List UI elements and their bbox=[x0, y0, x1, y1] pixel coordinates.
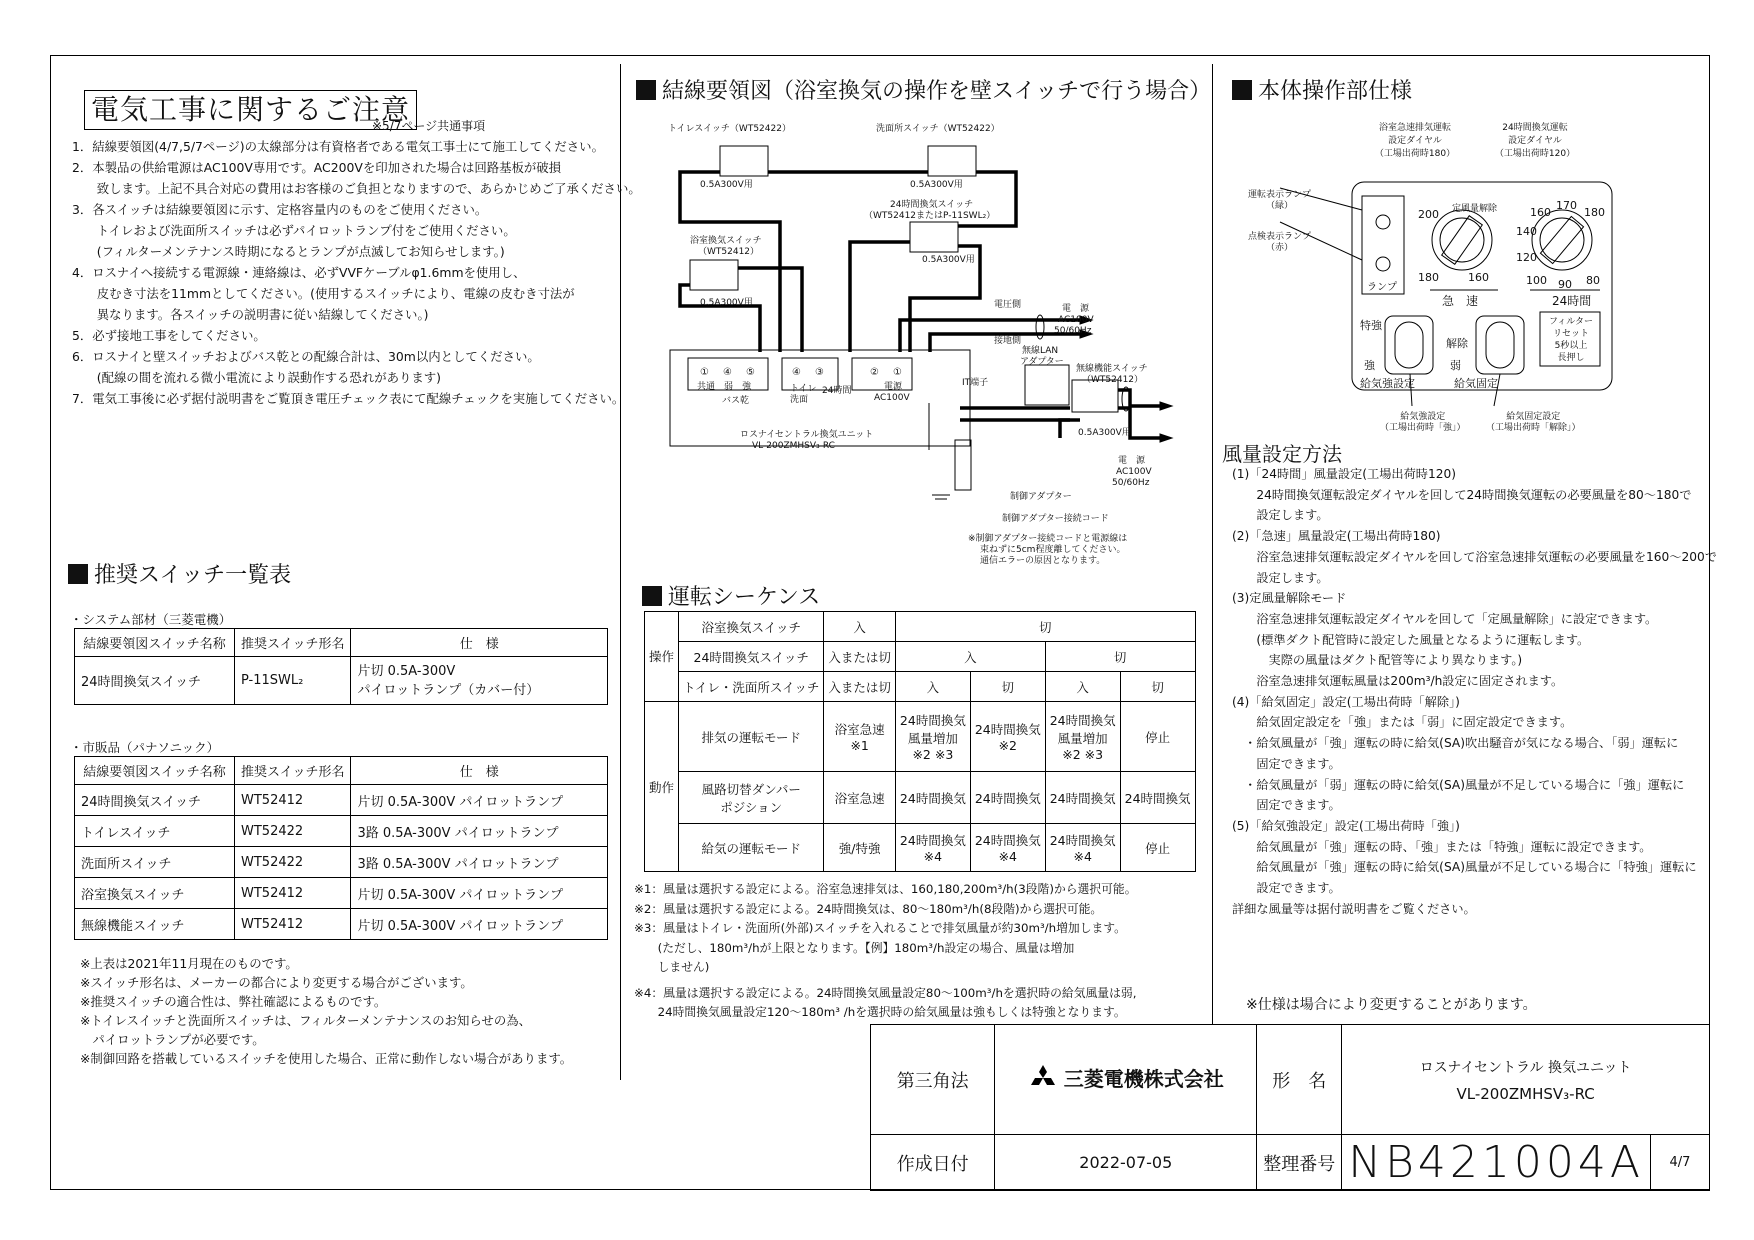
dial2-tick: 170 bbox=[1556, 199, 1577, 212]
table-row bbox=[75, 909, 608, 940]
warning-line: ※制御アダプター接続コードと電源線は bbox=[968, 534, 1128, 544]
electrical-note: 5．必ず接地工事をしてください。 bbox=[72, 328, 266, 343]
terminal-24h: 24時間 bbox=[822, 386, 852, 396]
switch-spec bbox=[351, 657, 608, 705]
dial2-tick: 160 bbox=[1530, 206, 1551, 219]
switch-a-top: 特強 bbox=[1360, 319, 1382, 332]
note-line: ※2：風量は選択する設定による。24時間換気は、80～180m³/h(8段階)から選択可能。 bbox=[634, 901, 1103, 916]
column-divider bbox=[1212, 64, 1213, 1024]
check-lamp-label: 点検表示ランプ （赤） bbox=[1248, 232, 1312, 253]
cell: 浴室急速 ※1 bbox=[824, 702, 896, 772]
switch-model: WT52422 bbox=[235, 847, 351, 878]
rating-label: 0.5A300V用 bbox=[700, 180, 753, 190]
warning-line: 束ねずに5cm程度離してください。 bbox=[980, 545, 1126, 555]
instruction-line: 浴室急速排気運転風量は200m³/h設定に固定されます。 bbox=[1232, 674, 1564, 689]
table-row bbox=[75, 657, 608, 705]
ac-label: AC100V bbox=[1116, 467, 1152, 477]
instruction-line: 固定できます。 bbox=[1232, 756, 1341, 771]
cell: 切 bbox=[1120, 672, 1195, 702]
electrical-note: (フィルターメンテナンス時期になるとランプが点滅してお知らせします。) bbox=[72, 244, 505, 259]
unit-model: VL-200ZMHSV₃-RC bbox=[752, 441, 835, 451]
sw24-label: 24時間換気スイッチ bbox=[890, 200, 974, 210]
bath-dryer-label: バス乾 bbox=[722, 396, 750, 406]
mitsubishi-logo-icon bbox=[1028, 1065, 1058, 1091]
switch-model: WT52422 bbox=[235, 816, 351, 847]
bath-switch-model: （WT52412） bbox=[698, 247, 760, 257]
lamp-label: ランプ bbox=[1367, 282, 1397, 293]
switch-name: 24時間換気スイッチ bbox=[75, 785, 235, 816]
lan-adapter-box bbox=[1025, 365, 1069, 405]
lamp-box bbox=[1362, 196, 1404, 294]
table-row bbox=[75, 816, 608, 847]
electrical-note: 1．結線要領図(4/7,5/7ページ)の太線部分は有資格者である電気工事士にて施工してください。 bbox=[72, 139, 604, 154]
sequence-title: 運転シーケンス bbox=[668, 585, 821, 610]
terminal-numbers: ④③ bbox=[792, 367, 838, 378]
lan-label: 無線LAN bbox=[1022, 346, 1059, 356]
electrical-note: 異なります。各スイッチの説明書に従い結線してください。) bbox=[72, 307, 429, 322]
cell: 入または切 bbox=[824, 672, 896, 702]
airflow-instructions bbox=[1232, 464, 1717, 919]
operation-label: 操作 bbox=[645, 612, 679, 702]
instruction-line: 給気風量が「強」運転の時に給気(SA)風量が不足している場合に「特強」運転に bbox=[1232, 860, 1697, 875]
toilet-switch-box bbox=[720, 146, 768, 176]
spec-change-note: ※仕様は場合により変更することがあります。 bbox=[1246, 997, 1537, 1013]
dial1-tick: 定風量解除 bbox=[1452, 204, 1498, 214]
date-label: 作成日付 bbox=[871, 1135, 995, 1191]
cell: 24時間換気 bbox=[1045, 772, 1120, 824]
instruction-line: 給気風量が「強」運転の時、「強」または「特強」運転に設定できます。 bbox=[1232, 839, 1652, 854]
switch-name: 洗面所スイッチ bbox=[75, 847, 235, 878]
warning-line: 通信エラーの原因となります。 bbox=[980, 556, 1106, 566]
page-number: 4/7 bbox=[1651, 1135, 1710, 1191]
row-label: トイレ・洗面所スイッチ bbox=[679, 672, 824, 702]
switch-spec: 3路 0.5A-300V パイロットランプ bbox=[351, 816, 608, 847]
terminal-numbers: ②① bbox=[870, 367, 916, 378]
instruction-line: (2)「急速」風量設定(工場出荷時180) bbox=[1232, 529, 1441, 544]
instruction-line: ・給気風量が「強」運転の時に給気(SA)吹出騒音が気になる場合、「弱」運転に bbox=[1232, 736, 1679, 751]
cell: 24時間換気 bbox=[970, 772, 1045, 824]
cell: 切 bbox=[1045, 642, 1195, 672]
number-label: 整理番号 bbox=[1257, 1135, 1342, 1191]
dial2-tick: 120 bbox=[1516, 251, 1537, 264]
cell: 切 bbox=[970, 672, 1045, 702]
cell: 切 bbox=[895, 612, 1195, 642]
electrical-note: 2．本製品の供給電源はAC100V専用です。AC200Vを印加された場合は回路基板が破損 bbox=[72, 160, 562, 175]
instruction-line: (4)「給気固定」設定(工場出荷時「解除」) bbox=[1232, 694, 1460, 709]
ground-side-label: 接地側 bbox=[994, 336, 1022, 346]
sw24-model: （WT52412またはP-11SWL₂） bbox=[864, 211, 996, 221]
instruction-line: 実際の風量はダクト配管等により異なります。) bbox=[1232, 653, 1523, 668]
col-header: 結線要領図スイッチ名称 bbox=[75, 757, 235, 785]
electrical-note: 6．ロスナイと壁スイッチおよびバス乾との配線合計は、30m以内としてください。 bbox=[72, 349, 540, 364]
note-line: ※4：風量は選択する設定による。24時間換気風量設定80～100m³/hを選択時の給気風量は弱, bbox=[634, 985, 1137, 1000]
instruction-line: 固定できます。 bbox=[1232, 798, 1341, 813]
dial1-caption: 浴室急速排気運転 設定ダイヤル （工場出荷時180） bbox=[1374, 123, 1456, 159]
electrical-note: 皮むき寸法を11mmとしてください。(使用するスイッチにより、電線の皮むき寸法が bbox=[72, 286, 575, 301]
switch-notes bbox=[80, 954, 572, 1068]
switch-spec: 片切 0.5A-300V パイロットランプ bbox=[351, 909, 608, 940]
note-line: ※1：風量は選択する設定による。浴室急速排気は、160,180,200m³/h(3段階)から選択可能。 bbox=[634, 882, 1137, 896]
cell: 24時間換気 風量増加 ※2 ※3 bbox=[1045, 702, 1120, 772]
row-label: 風路切替ダンパー ポジション bbox=[679, 772, 824, 824]
model-label: 形 名 bbox=[1257, 1025, 1342, 1135]
note-line: ※3：風量はトイレ・洗面所(外部)スイッチを入れることで排気風量が約30m³/h増加します。 bbox=[634, 921, 1126, 935]
electrical-note: 4．ロスナイへ接続する電源線・連絡線は、必ずVVFケーブルφ1.6mmを使用し、 bbox=[72, 265, 526, 280]
sw24-box bbox=[910, 222, 958, 252]
switch-name: トイレスイッチ bbox=[75, 816, 235, 847]
wash-switch-box bbox=[928, 146, 976, 176]
terminal-power: 電源 bbox=[884, 382, 903, 392]
cell: 24時間換気 bbox=[895, 772, 970, 824]
supply-strong-switch[interactable] bbox=[1385, 316, 1433, 374]
cell: 24時間換気 ※4 bbox=[970, 824, 1045, 872]
product-model: VL-200ZMHSV₃-RC bbox=[1456, 1084, 1595, 1103]
switch-model: P-11SWL₂ bbox=[235, 657, 351, 705]
row-label: 給気の運転モード bbox=[679, 824, 824, 872]
note-line: (ただし、180m³/hが上限となります。【例】180m³/h設定の場合、風量は増加 bbox=[634, 940, 1075, 955]
dial2-tick: 180 bbox=[1584, 206, 1605, 219]
check-lamp-icon bbox=[1376, 257, 1390, 271]
switch-model: WT52412 bbox=[235, 878, 351, 909]
instruction-line: 24時間換気運転設定ダイヤルを回して24時間換気運転の必要風量を80～180で bbox=[1232, 487, 1692, 502]
dial2-label: 24時間 bbox=[1552, 294, 1592, 308]
switch-spec: 片切 0.5A-300V パイロットランプ bbox=[351, 878, 608, 909]
product-cell bbox=[1342, 1025, 1710, 1135]
switch-list-title: 推奨スイッチ一覧表 bbox=[94, 563, 292, 588]
terminal-numbers: ①④⑤ bbox=[700, 367, 769, 378]
product-name: ロスナイセントラル 換気ユニット bbox=[1419, 1059, 1632, 1076]
system-caption: ・システム部材（三菱電機） bbox=[70, 612, 232, 627]
instruction-line: 設定します。 bbox=[1232, 508, 1329, 523]
filter-reset-label: フィルター リセット 5秒以上 長押し bbox=[1549, 317, 1593, 363]
system-switch-table bbox=[74, 628, 608, 705]
action-label: 動作 bbox=[645, 702, 679, 872]
switch-a-note: 給気強設定 （工場出荷時「強」） bbox=[1380, 412, 1466, 433]
run-lamp-icon bbox=[1376, 215, 1390, 229]
control-adapter bbox=[955, 440, 971, 490]
dial2-tick: 140 bbox=[1516, 225, 1537, 238]
market-switch-table bbox=[74, 756, 608, 940]
heading-square-icon bbox=[68, 564, 88, 584]
switch-name: 無線機能スイッチ bbox=[75, 909, 235, 940]
lan-adapter-label: アダプター bbox=[1020, 357, 1064, 367]
heading-square-icon bbox=[636, 80, 656, 100]
cell: 入 bbox=[895, 672, 970, 702]
rating-label: 0.5A300V用 bbox=[922, 255, 975, 265]
dial2-caption: 24時間換気運転 設定ダイヤル （工場出荷時120） bbox=[1494, 123, 1576, 159]
wash-switch-label: 洗面所スイッチ（WT52422） bbox=[876, 124, 1000, 134]
switch-name: 浴室換気スイッチ bbox=[75, 878, 235, 909]
note-line: しません) bbox=[634, 960, 710, 974]
company-name: 三菱電機株式会社 bbox=[1063, 1067, 1224, 1092]
electrical-note: 7．電気工事後に必ず据付説明書をご覧頂き電圧チェック表にて配線チェックを実施してください。 bbox=[72, 391, 625, 406]
col-header: 推奨スイッチ形名 bbox=[235, 629, 351, 657]
cell: 24時間換気 bbox=[1120, 772, 1195, 824]
power-label: 電 源 bbox=[1062, 304, 1090, 314]
cell: 停止 bbox=[1120, 824, 1195, 872]
wiring-heading bbox=[636, 74, 1211, 105]
sequence-notes bbox=[634, 880, 1137, 1023]
row-label: 浴室換気スイッチ bbox=[679, 612, 824, 642]
rating-label: 0.5A300V用 bbox=[1078, 428, 1131, 438]
wireless-switch-model: （WT52412） bbox=[1082, 375, 1144, 385]
toilet-switch-label: トイレスイッチ（WT52422） bbox=[668, 124, 791, 134]
sequence-table bbox=[644, 611, 1196, 872]
switch-spec: 3路 0.5A-300V パイロットランプ bbox=[351, 847, 608, 878]
switch-b-bottom: 弱 bbox=[1450, 359, 1461, 372]
note-line: パイロットランプが必要です。 bbox=[80, 1032, 265, 1047]
switch-a-caption: 給気強設定 bbox=[1360, 377, 1415, 390]
spec-line: パイロットランプ（カバー付） bbox=[357, 682, 540, 698]
company-cell bbox=[995, 1025, 1257, 1135]
heading-square-icon bbox=[642, 586, 662, 606]
control-cord-label: 制御アダプター接続コード bbox=[1002, 514, 1109, 524]
cell: 24時間換気 ※4 bbox=[895, 824, 970, 872]
document-number: NB421004A bbox=[1342, 1135, 1651, 1191]
instruction-line: 設定できます。 bbox=[1232, 881, 1341, 896]
cell: 入または切 bbox=[824, 642, 896, 672]
switch-model: WT52412 bbox=[235, 909, 351, 940]
electrical-notes-list bbox=[72, 136, 641, 409]
date-value: 2022-07-05 bbox=[995, 1135, 1257, 1191]
instruction-line: 詳細な風量等は据付説明書をご覧ください。 bbox=[1232, 901, 1476, 916]
spec-line: 片切 0.5A-300V bbox=[357, 663, 456, 679]
cell: 入 bbox=[1045, 672, 1120, 702]
terminal-caption: 共通 弱 強 bbox=[697, 382, 752, 392]
instruction-line: ・給気風量が「弱」運転の時に給気(SA)風量が不足している場合に「強」運転に bbox=[1232, 777, 1685, 792]
wiring-diagram bbox=[660, 120, 1200, 500]
market-caption: ・市販品（パナソニック） bbox=[70, 740, 220, 755]
rapid-dial[interactable] bbox=[1432, 210, 1492, 270]
cell: 停止 bbox=[1120, 702, 1195, 772]
switch-name: 24時間換気スイッチ bbox=[75, 657, 235, 705]
dial2-tick: 80 bbox=[1586, 274, 1600, 287]
switch-a-bottom: 強 bbox=[1364, 359, 1375, 372]
dial1-tick: 200 bbox=[1418, 208, 1439, 221]
hz-label: 50/60Hz bbox=[1054, 326, 1092, 336]
projection-label: 第三角法 bbox=[871, 1025, 995, 1135]
run-lamp-label: 運転表示ランプ （緑） bbox=[1248, 190, 1312, 211]
electrical-subnote: ※5/7ページ共通事項 bbox=[372, 119, 486, 133]
bath-switch-box bbox=[690, 260, 738, 290]
rating-label: 0.5A300V用 bbox=[700, 298, 753, 308]
instruction-line: 給気固定設定を「強」または「弱」に固定設定できます。 bbox=[1232, 715, 1573, 730]
note-line: ※制御回路を搭載しているスイッチを使用した場合、正常に動作しない場合があります。 bbox=[80, 1051, 573, 1066]
ac-label: AC100V bbox=[1058, 315, 1094, 325]
note-line: ※推奨スイッチの適合性は、弊社確認によるものです。 bbox=[80, 994, 387, 1009]
switch-spec: 片切 0.5A-300V パイロットランプ bbox=[351, 785, 608, 816]
col-header: 仕 様 bbox=[351, 757, 608, 785]
note-line: ※上表は2021年11月現在のものです。 bbox=[80, 956, 298, 971]
unit-name: ロスナイセントラル換気ユニット bbox=[740, 430, 874, 440]
cell: 入 bbox=[895, 642, 1045, 672]
instruction-line: 浴室急速排気運転設定ダイヤルを回して「定風量解除」に設定できます。 bbox=[1232, 611, 1658, 626]
wireless-switch-label: 無線機能スイッチ bbox=[1076, 364, 1148, 374]
airflow-title: 風量設定方法 bbox=[1222, 442, 1342, 466]
table-row bbox=[75, 847, 608, 878]
panel-title: 本体操作部仕様 bbox=[1258, 79, 1413, 104]
table-row bbox=[75, 878, 608, 909]
cell: 強/特強 bbox=[824, 824, 896, 872]
voltage-side-label: 電圧側 bbox=[994, 300, 1022, 310]
sequence-heading bbox=[642, 580, 820, 611]
panel-heading bbox=[1232, 74, 1412, 105]
electrical-note: トイレおよび洗面所スイッチは必ずパイロットランプ付をご使用ください。 bbox=[72, 223, 516, 238]
switch-b-note: 給気固定設定 （工場出荷時「解除」） bbox=[1486, 412, 1581, 433]
col-header: 結線要領図スイッチ名称 bbox=[75, 629, 235, 657]
instruction-line: (標準ダクト配管時に設定した風量となるように運転します。 bbox=[1232, 632, 1590, 647]
switch-b-top: 解除 bbox=[1446, 337, 1468, 350]
dial1-label: 急 速 bbox=[1442, 294, 1479, 308]
cell: 24時間換気 ※2 bbox=[970, 702, 1045, 772]
cell: 入 bbox=[824, 612, 896, 642]
hz-label: 50/60Hz bbox=[1112, 478, 1150, 488]
electrical-title: 電気工事に関するご注意 bbox=[84, 90, 417, 130]
supply-fixed-switch[interactable] bbox=[1476, 316, 1524, 374]
cell: 浴室急速 bbox=[824, 772, 896, 824]
note-line: ※スイッチ形名は、メーカーの都合により変更する場合がございます。 bbox=[80, 975, 473, 990]
electrical-note: 致します。上記不具合対応の費用はお客様のご負担となりますので、あらかじめご了承ください。 bbox=[72, 181, 641, 196]
instruction-line: 設定します。 bbox=[1232, 570, 1329, 585]
rating-label: 0.5A300V用 bbox=[910, 180, 963, 190]
col-header: 仕 様 bbox=[351, 629, 608, 657]
switch-list-heading bbox=[68, 558, 291, 589]
instruction-line: 浴室急速排気運転設定ダイヤルを回して浴室急速排気運転の必要風量を160～200で bbox=[1232, 549, 1717, 564]
row-label: 24時間換気スイッチ bbox=[679, 642, 824, 672]
cell: 24時間換気 ※4 bbox=[1045, 824, 1120, 872]
row-label: 排気の運転モード bbox=[679, 702, 824, 772]
electrical-note: (配線の間を流れる微小電流により誤動作する恐れがあります) bbox=[72, 370, 441, 385]
24h-dial[interactable] bbox=[1532, 210, 1592, 270]
col-header: 推奨スイッチ形名 bbox=[235, 757, 351, 785]
bath-switch-label: 浴室換気スイッチ bbox=[690, 236, 762, 246]
note-line: 24時間換気風量設定120～180m³ /hを選択時の給気風量は強もしくは特強となります。 bbox=[634, 1005, 1126, 1019]
electrical-note: 3．各スイッチは結線要領図に示す、定格容量内のものをご使用ください。 bbox=[72, 202, 488, 217]
switch-b-caption: 給気固定 bbox=[1454, 377, 1498, 390]
table-row bbox=[75, 785, 608, 816]
note-line: ※トイレスイッチと洗面所スイッチは、フィルターメンテナンスのお知らせの為、 bbox=[80, 1013, 531, 1028]
it-terminal-label: IT端子 bbox=[962, 378, 989, 388]
dial1-tick: 160 bbox=[1468, 271, 1489, 284]
control-adapter-label: 制御アダプター bbox=[1010, 492, 1072, 502]
instruction-line: (5)「給気強設定」設定(工場出荷時「強」) bbox=[1232, 818, 1460, 833]
toilet-wash-terminal: トイレ洗面 bbox=[790, 384, 817, 405]
wiring-title: 結線要領図（浴室換気の操作を壁スイッチで行う場合） bbox=[662, 79, 1212, 104]
instruction-line: (1)「24時間」風量設定(工場出荷時120) bbox=[1232, 467, 1456, 481]
cell: 24時間換気 風量増加 ※2 ※3 bbox=[895, 702, 970, 772]
terminal-ac: AC100V bbox=[874, 393, 910, 403]
switch-model: WT52412 bbox=[235, 785, 351, 816]
heading-square-icon bbox=[1232, 80, 1252, 100]
power-label: 電 源 bbox=[1118, 456, 1146, 466]
instruction-line: (3)定風量解除モード bbox=[1232, 591, 1347, 606]
dial2-tick: 90 bbox=[1558, 278, 1572, 291]
dial1-tick: 180 bbox=[1418, 271, 1439, 284]
dial2-tick: 100 bbox=[1526, 274, 1547, 287]
title-block bbox=[870, 1024, 1710, 1191]
